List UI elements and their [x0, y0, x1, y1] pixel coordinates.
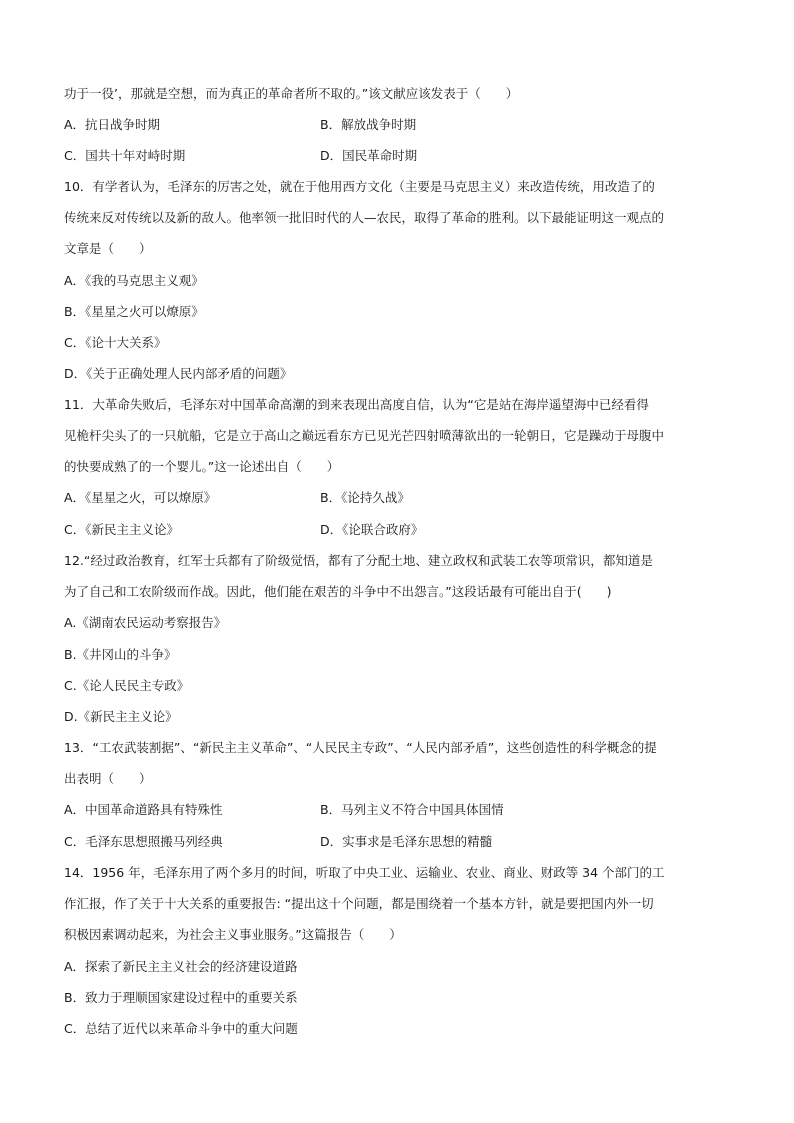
q9-option-a: A．抗日战争时期	[64, 117, 161, 132]
q13-option-c: C．毛泽东思想照搬马列经典	[64, 834, 223, 849]
q10-option-b: B．《星星之火可以燎原》	[64, 304, 204, 319]
q13-stem-line: 出表明（ ）	[64, 771, 152, 786]
q14-option-b: B．致力于理顺国家建设过程中的重要关系	[64, 990, 298, 1005]
q12-option-a: A.《湖南农民运动考察报告》	[64, 615, 227, 630]
q9-option-d: D．国民革命时期	[320, 148, 418, 163]
q12-option-c: C.《论人民民主专政》	[64, 678, 190, 693]
q11-stem-line: 11．大革命失败后，毛泽东对中国革命高潮的到来表现出高度自信，认为“它是站在海岸遥望海中已经看得	[64, 397, 649, 412]
q10-option-a: A．《我的马克思主义观》	[64, 273, 204, 288]
q9-option-c: C．国共十年对峙时期	[64, 148, 186, 163]
q11-option-b: B．《论持久战》	[320, 490, 410, 505]
q10-stem-line: 10．有学者认为，毛泽东的厉害之处，就在于他用西方文化（主要是马克思主义）来改造传统，用改造了的	[64, 179, 655, 194]
q11-option-d: D．《论联合政府》	[320, 522, 424, 537]
q14-stem-line: 作汇报，作了关于十大关系的重要报告: “提出这十个问题，都是围绕着一个基本方针，就是要把国内外一切	[64, 896, 654, 911]
q14-option-a: A．探索了新民主主义社会的经济建设道路	[64, 959, 298, 974]
q10-stem-line: 文章是（ ）	[64, 241, 152, 256]
q10-stem-line: 传统来反对传统以及新的敌人。他率领一批旧时代的人—农民，取得了革命的胜利。以下最能证明这一观点的	[64, 210, 665, 225]
q10-option-d: D．《关于正确处理人民内部矛盾的问题》	[64, 366, 293, 381]
q14-stem-line: 14．1956 年，毛泽东用了两个多月的时间，听取了中央工业、运输业、农业、商业、财政等 34 个部门的工	[64, 865, 665, 880]
q12-stem-line: 为了自己和工农阶级而作战。因此，他们能在艰苦的斗争中不出怨言。”这段话最有可能出自于( )	[64, 584, 612, 599]
q9-option-b: B．解放战争时期	[320, 117, 417, 132]
q13-option-a: A．中国革命道路具有特殊性	[64, 802, 223, 817]
q13-option-b: B．马列主义不符合中国具体国情	[320, 802, 504, 817]
q10-option-c: C．《论十大关系》	[64, 335, 167, 350]
q12-stem-line: 12.“经过政治教育，红军士兵都有了阶级觉悟，都有了分配土地、建立政权和武装工农等项常识，都知道是	[64, 553, 653, 568]
q11-stem-line: 见桅杆尖头了的一只航船，它是立于高山之巅远看东方已见光芒四射喷薄欲出的一轮朝日，它是躁动于母腹中	[64, 428, 665, 443]
q14-stem-line: 积极因素调动起来，为社会主义事业服务。”这篇报告（ ）	[64, 927, 402, 942]
q12-option-b: B.《井冈山的斗争》	[64, 647, 177, 662]
q9-stem-tail: 功于一役’，那就是空想，而为真正的革命者所不取的。”该文献应该发表于（ ）	[64, 86, 519, 101]
q12-option-d: D.《新民主主义论》	[64, 709, 178, 724]
q13-stem-line: 13．“工农武装割据”、“新民主主义革命”、“人民民主专政”、“人民内部矛盾”，这些创造性的科学概念的提	[64, 740, 657, 755]
q13-option-d: D．实事求是毛泽东思想的精髓	[320, 834, 493, 849]
q14-option-c: C．总结了近代以来革命斗争中的重大问题	[64, 1021, 298, 1036]
q11-option-c: C．《新民主主义论》	[64, 522, 179, 537]
q11-option-a: A．《星星之火，可以燎原》	[64, 490, 217, 505]
q11-stem-line: 的快要成熟了的一个婴儿。”这一论述出自（ ）	[64, 459, 340, 474]
